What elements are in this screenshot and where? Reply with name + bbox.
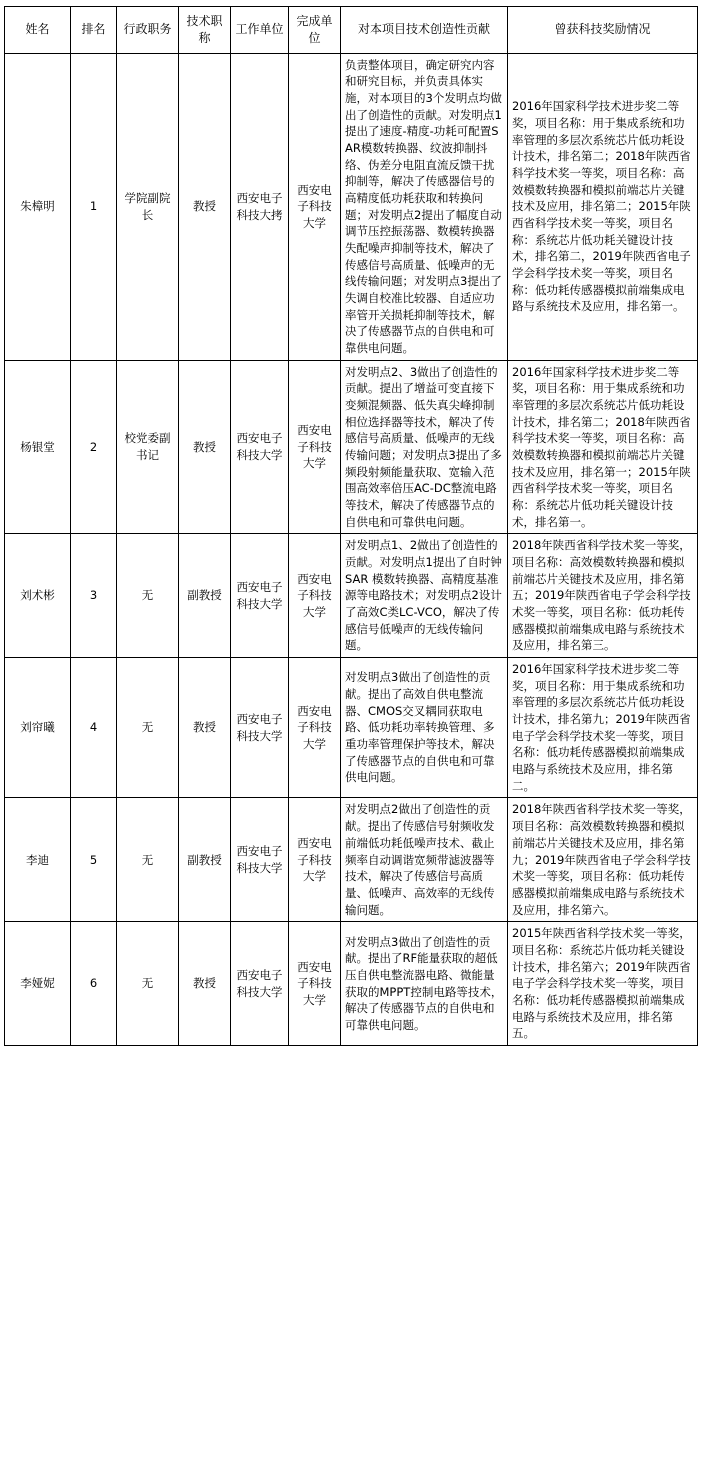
cell-completion-unit: 西安电子科技大学 bbox=[289, 658, 341, 798]
table-row bbox=[5, 360, 698, 534]
cell-rank: 6 bbox=[71, 922, 117, 1046]
cell-technical-title: 副教授 bbox=[179, 798, 231, 922]
cell-completion-unit: 西安电子科技大学 bbox=[289, 360, 341, 534]
cell-admin-position: 校党委副书记 bbox=[117, 360, 179, 534]
cell-name: 刘帘曦 bbox=[5, 658, 71, 798]
cell-admin-position: 无 bbox=[117, 922, 179, 1046]
cell-technical-title: 教授 bbox=[179, 658, 231, 798]
cell-technical-title: 副教授 bbox=[179, 534, 231, 658]
cell-name: 刘术彬 bbox=[5, 534, 71, 658]
table-row bbox=[5, 922, 698, 1046]
cell-work-unit: 西安电子科技大学 bbox=[231, 534, 289, 658]
cell-contribution: 负责整体项目，确定研究内容和研究目标，并负责具体实施，对本项目的3个发明点均做出了创造性的贡献。对发明点1提出了速度-精度-功耗可配置SAR模数转换器、纹波抑制抖络、伪差分电阻直流反馈干扰抑制等，解决了传感器信号的高精度低功耗获取和转换问题；对发明点2提出了幅度自动调节压控振荡器、数模转换器失配噪声抑制等技术，解决了传感信号高质量、低噪声的无线传输问题；对发明点3提出了失调自校准比较器、自适应功率管开关损耗抑制等技术，解决了传感器节点的自供电和可靠供电问题。 bbox=[341, 53, 508, 360]
cell-work-unit: 西安电子科技大学 bbox=[231, 360, 289, 534]
cell-awards: 2018年陕西省科学技术奖一等奖，项目名称：高效模数转换器和模拟前端芯片关键技术及应用，排名第九；2019年陕西省电子学会科学技术奖一等奖，项目名称：低功耗传感器模拟前端集成电路与系统技术及应用，排名第六。 bbox=[508, 798, 698, 922]
cell-contribution: 对发明点2、3做出了创造性的贡献。提出了增益可变直接下变频混频器、低失真尖峰抑制相位选择器等技术，解决了传感信号高质量、低噪声的无线传输问题；对发明点3提出了多频段射频能量获取、宽输入范围高效率倍压AC-DC整流电路等技术，解决了传感器节点的自供电和可靠供电问题。 bbox=[341, 360, 508, 534]
column-header-name: 姓名 bbox=[5, 7, 71, 54]
cell-admin-position: 无 bbox=[117, 798, 179, 922]
column-header-rank: 排名 bbox=[71, 7, 117, 54]
table-body bbox=[5, 53, 698, 1045]
table-row bbox=[5, 534, 698, 658]
cell-completion-unit: 西安电子科技大学 bbox=[289, 53, 341, 360]
cell-name: 李迪 bbox=[5, 798, 71, 922]
cell-technical-title: 教授 bbox=[179, 360, 231, 534]
cell-rank: 5 bbox=[71, 798, 117, 922]
contribution-table bbox=[4, 6, 698, 1046]
table-header-row bbox=[5, 7, 698, 54]
cell-admin-position: 无 bbox=[117, 658, 179, 798]
cell-contribution: 对发明点3做出了创造性的贡献。提出了高效自供电整流器、CMOS交叉耦同获取电路、低功耗功率转换管理、多重功率管理保护等技术，解决了传感器节点的自供电和可靠供电问题。 bbox=[341, 658, 508, 798]
cell-completion-unit: 西安电子科技大学 bbox=[289, 798, 341, 922]
column-header-technical-title: 技术职称 bbox=[179, 7, 231, 54]
cell-contribution: 对发明点1、2做出了创造性的贡献。对发明点1提出了自时钟SAR 模数转换器、高精度基准源等电路技术；对发明点2设计了高效C类LC-VCO，解决了传感信号低噪声的无线传输问题。 bbox=[341, 534, 508, 658]
cell-admin-position: 学院副院长 bbox=[117, 53, 179, 360]
cell-admin-position: 无 bbox=[117, 534, 179, 658]
cell-work-unit: 西安电子科技大拷 bbox=[231, 53, 289, 360]
cell-technical-title: 教授 bbox=[179, 922, 231, 1046]
cell-awards: 2016年国家科学技术进步奖二等奖，项目名称：用于集成系统和功率管理的多层次系统芯片低功耗设计技术，排名第九；2019年陕西省电子学会科学技术奖一等奖，项目名称：低功耗传感器模拟前端集成电路与系统技术及应用，排名第二。 bbox=[508, 658, 698, 798]
cell-completion-unit: 西安电子科技大学 bbox=[289, 534, 341, 658]
cell-name: 李娅妮 bbox=[5, 922, 71, 1046]
cell-contribution: 对发明点3做出了创造性的贡献。提出了RF能量获取的超低压自供电整流器电路、微能量获取的MPPT控制电路等技术，解决了传感器节点的自供电和可靠供电问题。 bbox=[341, 922, 508, 1046]
table-row bbox=[5, 53, 698, 360]
table-row bbox=[5, 798, 698, 922]
cell-completion-unit: 西安电子科技大学 bbox=[289, 922, 341, 1046]
cell-work-unit: 西安电子科技大学 bbox=[231, 798, 289, 922]
cell-rank: 3 bbox=[71, 534, 117, 658]
cell-awards: 2016年国家科学技术进步奖二等奖，项目名称：用于集成系统和功率管理的多层次系统芯片低功耗设计技术，排名第二；2018年陕西省科学技术奖一等奖，项目名称：高效模数转换器和模拟前端芯片关键技术及应用，排名第二；2015年陕西省科学技术奖一等奖，项目名称：系统芯片低功耗关键设计技术，排名第二，2019年陕西省电子学会科学技术奖一等奖，项目名称：低功耗传感器模拟前端集成电路与系统技术及应用，排名第一。 bbox=[508, 53, 698, 360]
column-header-contribution: 对本项目技术创造性贡献 bbox=[341, 7, 508, 54]
column-header-completion-unit: 完成单位 bbox=[289, 7, 341, 54]
cell-work-unit: 西安电子科技大学 bbox=[231, 922, 289, 1046]
table-row bbox=[5, 658, 698, 798]
cell-name: 朱樟明 bbox=[5, 53, 71, 360]
cell-name: 杨银堂 bbox=[5, 360, 71, 534]
column-header-awards: 曾获科技奖励情况 bbox=[508, 7, 698, 54]
cell-rank: 2 bbox=[71, 360, 117, 534]
cell-rank: 1 bbox=[71, 53, 117, 360]
cell-awards: 2016年国家科学技术进步奖二等奖，项目名称：用于集成系统和功率管理的多层次系统芯片低功耗设计技术，排名第二；2018年陕西省科学技术奖一等奖，项目名称：高效模数转换器和模拟前端芯片关键技术及应用，排名第一；2015年陕西省科学技术奖一等奖，项目名称：系统芯片低功耗关键设计技术，排名第一。 bbox=[508, 360, 698, 534]
column-header-admin-position: 行政职务 bbox=[117, 7, 179, 54]
cell-awards: 2015年陕西省科学技术奖一等奖，项目名称：系统芯片低功耗关键设计技术，排名第六；2019年陕西省电子学会科学技术奖一等奖，项目名称：低功耗传感器模拟前端集成电路与系统技术及应用，排名第五。 bbox=[508, 922, 698, 1046]
cell-technical-title: 教授 bbox=[179, 53, 231, 360]
cell-work-unit: 西安电子科技大学 bbox=[231, 658, 289, 798]
cell-awards: 2018年陕西省科学技术奖一等奖，项目名称：高效模数转换器和模拟前端芯片关键技术及应用，排名第五；2019年陕西省电子学会科学技术奖一等奖，项目名称：低功耗传感器模拟前端集成电路与系统技术及应用，排名第三。 bbox=[508, 534, 698, 658]
cell-contribution: 对发明点2做出了创造性的贡献。提出了传感信号射频收发前端低功耗低噪声技术、截止频率自动调谐宽频带滤波器等技术，解决了传感信号高质量、低噪声、高效率的无线传输问题。 bbox=[341, 798, 508, 922]
table-header bbox=[5, 7, 698, 54]
column-header-work-unit: 工作单位 bbox=[231, 7, 289, 54]
cell-rank: 4 bbox=[71, 658, 117, 798]
